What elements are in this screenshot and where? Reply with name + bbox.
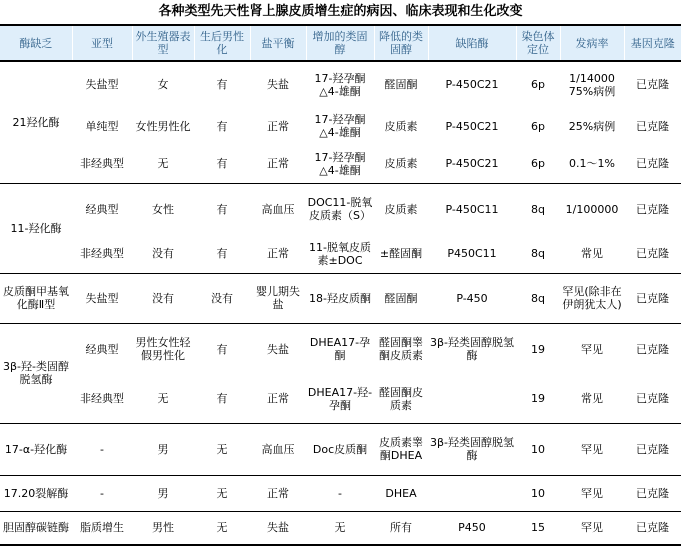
increased-cell: 17-羟孕酮 △4-雄酮 — [306, 61, 374, 107]
table-row — [0, 235, 681, 273]
incidence-cell: 罕见 — [560, 423, 624, 475]
cloned-cell: 已克隆 — [636, 247, 669, 261]
enzyme-cell: 11-羟化酶 — [0, 183, 72, 273]
decreased-cell: DHEA — [374, 475, 428, 511]
defective-enzyme-cell: P-450C21 — [445, 119, 499, 133]
chromosome-cell: 6p — [531, 119, 545, 133]
enzyme-cell: 21羟化酶 — [0, 61, 72, 183]
chromosome-cell: 8q — [531, 247, 545, 261]
defective-enzyme-cell: 3β-羟类固醇脱氢酶 — [428, 323, 516, 375]
incidence-cell: 罕见 — [560, 323, 624, 375]
cloned-cell: 已克隆 — [624, 511, 681, 545]
salt-cell: 失盐 — [250, 323, 306, 375]
enzyme-cell: 3β-羟-类固醇脱氢酶 — [0, 323, 72, 423]
chromosome-cell: 6p — [531, 157, 545, 171]
increased-cell: 11-脱氧皮质素±DOC — [309, 240, 371, 267]
incidence-cell: 罕见 — [560, 511, 624, 545]
chromosome-cell: 8q — [516, 273, 560, 323]
header-row — [0, 25, 681, 61]
virilization-cell: 没有 — [194, 273, 250, 323]
defective-enzyme-cell: P-450C21 — [445, 157, 499, 171]
table-row — [0, 323, 681, 375]
enzyme-cell: 皮质酮甲基氧化酶Ⅱ型 — [0, 273, 72, 323]
genitalia-cell: 没有 — [152, 247, 174, 261]
defective-enzyme-cell — [428, 475, 516, 511]
decreased-cell: 醛固酮 — [374, 273, 428, 323]
genitalia-cell: 男 — [132, 423, 194, 475]
incidence-cell: 罕见 — [560, 475, 624, 511]
incidence-cell: 1/14000 75%病例 — [560, 61, 624, 107]
subtype-cell: 非经典型 — [80, 392, 124, 406]
cloned-cell: 已克隆 — [636, 119, 669, 133]
salt-cell: 失盐 — [250, 511, 306, 545]
virilization-cell: 有 — [216, 392, 228, 406]
salt-cell: 正常 — [267, 157, 289, 171]
cloned-cell: 已克隆 — [624, 183, 681, 235]
genitalia-cell: 无 — [157, 157, 169, 171]
table-row — [0, 107, 681, 145]
virilization-cell: 有 — [216, 119, 228, 133]
salt-cell: 正常 — [267, 392, 289, 406]
increased-cell: - — [306, 475, 374, 511]
header-gene-cloned: 基因克隆 — [624, 25, 681, 61]
subtype-cell: 非经典型 — [80, 157, 124, 171]
cloned-cell: 已克隆 — [636, 392, 669, 406]
defective-enzyme-cell: P450C11 — [447, 247, 497, 261]
genitalia-cell: 没有 — [132, 273, 194, 323]
decreased-cell: 醛固酮皮质素 — [379, 385, 423, 412]
genitalia-cell: 女 — [132, 61, 194, 107]
cloned-cell: 已克隆 — [624, 323, 681, 375]
defective-enzyme-cell: 3β-羟类固醇脱氢酶 — [428, 423, 516, 475]
decreased-cell: 皮质素睾酮DHEA — [374, 423, 428, 475]
genitalia-cell: 男 — [132, 475, 194, 511]
header-defective-enzyme: 缺陷酶 — [428, 25, 516, 61]
genitalia-cell: 男性女性轻假男性化 — [132, 323, 194, 375]
table-row — [0, 61, 681, 107]
defective-enzyme-cell: P-450 — [428, 273, 516, 323]
enzyme-cell: 17-α-羟化酶 — [0, 423, 72, 475]
decreased-cell: 皮质素 — [384, 119, 418, 133]
subtype-cell: 脂质增生 — [72, 511, 132, 545]
salt-cell: 婴儿期失盐 — [250, 273, 306, 323]
virilization-cell: 无 — [194, 511, 250, 545]
increased-cell: 无 — [306, 511, 374, 545]
salt-cell: 失盐 — [250, 61, 306, 107]
incidence-cell: 0.1～1% — [569, 157, 615, 171]
chromosome-cell: 6p — [516, 61, 560, 107]
increased-cell: 17-羟孕酮 △4-雄酮 — [314, 150, 366, 177]
virilization-cell: 有 — [216, 247, 228, 261]
incidence-cell: 罕见(除非在伊朗犹太人) — [560, 273, 624, 323]
genitalia-cell: 女性男性化 — [135, 119, 191, 133]
table-row — [0, 183, 681, 235]
header-increased-steroids: 增加的类固醇 — [306, 25, 374, 61]
header-postnatal-virilization: 生后男性化 — [194, 25, 250, 61]
decreased-cell: 皮质素 — [384, 157, 418, 171]
subtype-cell: 经典型 — [72, 323, 132, 375]
incidence-cell: 1/100000 — [560, 183, 624, 235]
salt-cell: 正常 — [267, 119, 289, 133]
table-row — [0, 375, 681, 423]
subtype-cell: 非经典型 — [80, 247, 124, 261]
subtype-cell: 失盐型 — [72, 273, 132, 323]
incidence-cell: 常见 — [581, 392, 603, 406]
decreased-cell: 所有 — [374, 511, 428, 545]
header-salt-balance: 盐平衡 — [250, 25, 306, 61]
defective-enzyme-cell — [428, 375, 516, 423]
genitalia-cell: 男性 — [132, 511, 194, 545]
subtype-cell: 经典型 — [72, 183, 132, 235]
subtype-cell: 失盐型 — [72, 61, 132, 107]
header-enzyme-deficiency: 酶缺乏 — [0, 25, 72, 61]
virilization-cell: 有 — [194, 323, 250, 375]
cah-table — [0, 24, 681, 546]
genitalia-cell: 无 — [157, 392, 169, 406]
salt-cell: 正常 — [267, 247, 289, 261]
defective-enzyme-cell: P-450C11 — [428, 183, 516, 235]
chromosome-cell: 8q — [516, 183, 560, 235]
virilization-cell: 有 — [194, 61, 250, 107]
table-row — [0, 145, 681, 183]
chromosome-cell: 15 — [516, 511, 560, 545]
cloned-cell: 已克隆 — [636, 157, 669, 171]
chromosome-cell: 19 — [516, 323, 560, 375]
virilization-cell: 有 — [216, 157, 228, 171]
defective-enzyme-cell: P-450C21 — [428, 61, 516, 107]
cloned-cell: 已克隆 — [624, 61, 681, 107]
subtype-cell: 单纯型 — [85, 119, 119, 133]
increased-cell: DOC11-脱氧皮质素（S） — [306, 183, 374, 235]
cloned-cell: 已克隆 — [624, 475, 681, 511]
salt-cell: 高血压 — [250, 423, 306, 475]
header-external-genitalia: 外生殖器表型 — [132, 25, 194, 61]
salt-cell: 高血压 — [250, 183, 306, 235]
table-title: 各种类型先天性肾上腺皮质增生症的病因、临床表现和生化改变 — [158, 4, 523, 19]
increased-cell: Doc皮质酮 — [306, 423, 374, 475]
table-row — [0, 511, 681, 545]
table-row — [0, 273, 681, 323]
virilization-cell: 无 — [194, 475, 250, 511]
header-chromosome: 染色体定位 — [516, 25, 560, 61]
chromosome-cell: 19 — [531, 392, 545, 406]
subtype-cell: - — [72, 475, 132, 511]
chromosome-cell: 10 — [516, 475, 560, 511]
enzyme-cell: 17.20裂解酶 — [0, 475, 72, 511]
virilization-cell: 有 — [194, 183, 250, 235]
table-row — [0, 423, 681, 475]
decreased-cell: ±醛固酮 — [379, 247, 423, 261]
incidence-cell: 常见 — [581, 247, 603, 261]
decreased-cell: 皮质素 — [374, 183, 428, 235]
header-incidence: 发病率 — [560, 25, 624, 61]
header-decreased-steroids: 降低的类固醇 — [374, 25, 428, 61]
genitalia-cell: 女性 — [132, 183, 194, 235]
enzyme-cell: 胆固醇碳链酶 — [0, 511, 72, 545]
salt-cell: 正常 — [250, 475, 306, 511]
increased-cell: DHEA17-孕酮 — [306, 323, 374, 375]
cloned-cell: 已克隆 — [624, 423, 681, 475]
increased-cell: 17-羟孕酮 △4-雄酮 — [314, 113, 366, 139]
virilization-cell: 无 — [194, 423, 250, 475]
chromosome-cell: 10 — [516, 423, 560, 475]
cloned-cell: 已克隆 — [624, 273, 681, 323]
increased-cell: DHEA17-羟-孕酮 — [307, 385, 373, 412]
header-subtype: 亚型 — [72, 25, 132, 61]
subtype-cell: - — [72, 423, 132, 475]
incidence-cell: 25%病例 — [568, 119, 616, 133]
increased-cell: 18-羟皮质酮 — [306, 273, 374, 323]
table-row — [0, 475, 681, 511]
decreased-cell: 醛固酮 — [374, 61, 428, 107]
defective-enzyme-cell: P450 — [428, 511, 516, 545]
decreased-cell: 醛固酮睾酮皮质素 — [374, 323, 428, 375]
